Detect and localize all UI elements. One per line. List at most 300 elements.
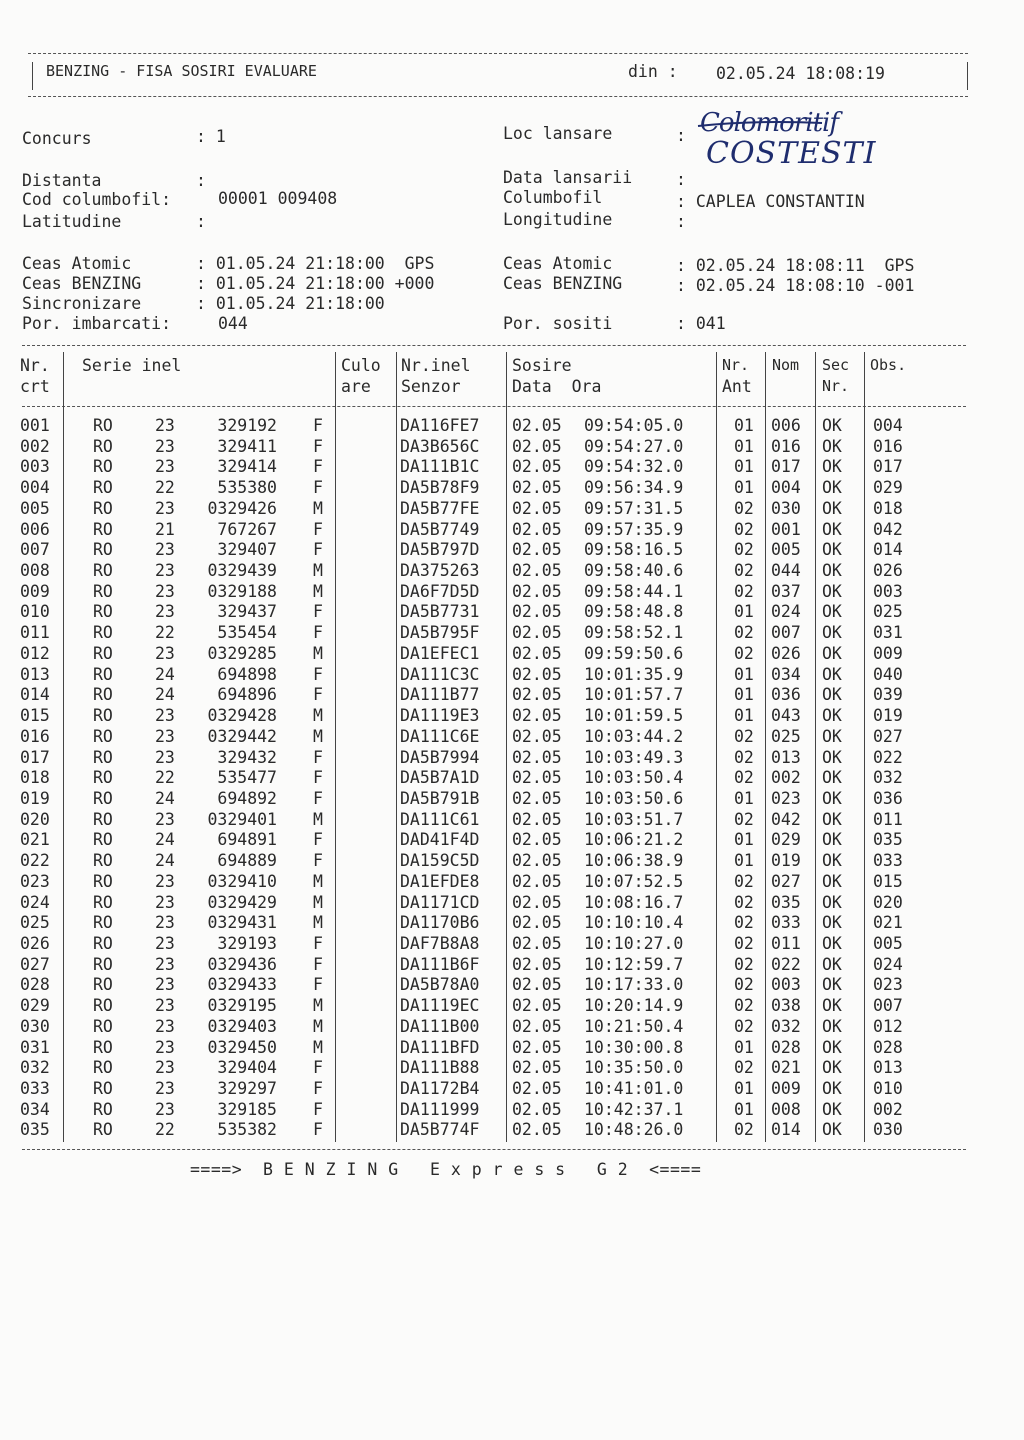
row-year-cell: 23 bbox=[155, 1016, 175, 1036]
row-sec-cell: OK bbox=[822, 1037, 842, 1057]
row-time-cell: 10:03:49.3 bbox=[584, 747, 684, 767]
col-ant-header: Ant bbox=[722, 377, 752, 396]
row-ant-cell: 01 bbox=[734, 685, 754, 705]
row-nr-cell: 026 bbox=[20, 934, 50, 953]
data-lansarii-value: : bbox=[676, 170, 686, 189]
row-sensor-cell: DA111B00 bbox=[400, 1016, 480, 1036]
latitudine-label: Latitudine bbox=[22, 212, 122, 231]
row-nr-cell: 018 bbox=[20, 768, 50, 788]
row-nr-cell: 002 bbox=[20, 436, 50, 456]
row-sensor-cell: DA5B797D bbox=[400, 540, 480, 560]
row-time-cell: 09:54:27.0 bbox=[584, 436, 684, 456]
row-sex-cell: F bbox=[313, 1058, 323, 1078]
row-country-cell: RO bbox=[93, 809, 113, 829]
row-time-cell: 10:48:26.0 bbox=[584, 1120, 684, 1140]
ceas-atomic-end-value: : 02.05.24 18:08:11 GPS bbox=[676, 256, 915, 275]
row-date-cell: 02.05 bbox=[512, 1016, 562, 1036]
loc-lansare-value: : bbox=[676, 126, 686, 145]
table-row bbox=[0, 478, 1024, 499]
row-ant-cell: 01 bbox=[734, 1079, 754, 1099]
row-country-cell: RO bbox=[93, 913, 113, 933]
table-row bbox=[0, 1079, 1024, 1100]
row-obs-cell: 025 bbox=[873, 602, 903, 622]
row-ring-cell: 694898 bbox=[217, 664, 277, 684]
row-ring-cell: 329185 bbox=[217, 1099, 277, 1119]
row-nr-cell: 035 bbox=[20, 1120, 50, 1140]
row-year-cell: 22 bbox=[155, 478, 175, 498]
row-time-cell: 10:03:50.4 bbox=[584, 768, 684, 788]
row-year-cell: 23 bbox=[155, 1037, 175, 1057]
row-sex-cell: M bbox=[313, 892, 323, 912]
row-obs-cell: 020 bbox=[873, 892, 903, 912]
row-sex-cell: M bbox=[313, 913, 323, 933]
row-date-cell: 02.05 bbox=[512, 975, 562, 995]
row-sec-cell: OK bbox=[822, 519, 842, 539]
row-sensor-cell: DA116FE7 bbox=[400, 416, 480, 435]
row-nr-cell: 015 bbox=[20, 706, 50, 726]
row-ring-cell: 329411 bbox=[217, 436, 277, 456]
row-sex-cell: F bbox=[313, 436, 323, 456]
row-date-cell: 02.05 bbox=[512, 1079, 562, 1099]
handwritten-location bbox=[700, 108, 890, 178]
row-nr-cell: 010 bbox=[20, 602, 50, 622]
row-sec-cell: OK bbox=[822, 457, 842, 477]
row-nom-cell: 002 bbox=[771, 768, 801, 788]
row-obs-cell: 028 bbox=[873, 1037, 903, 1057]
row-date-cell: 02.05 bbox=[512, 954, 562, 974]
row-nom-cell: 036 bbox=[771, 685, 801, 705]
row-nom-cell: 016 bbox=[771, 436, 801, 456]
row-date-cell: 02.05 bbox=[512, 498, 562, 518]
row-obs-cell: 030 bbox=[873, 1120, 903, 1140]
sincronizare-label: Sincronizare bbox=[22, 294, 142, 313]
row-nr-cell: 003 bbox=[20, 457, 50, 477]
row-sex-cell: M bbox=[313, 726, 323, 746]
row-country-cell: RO bbox=[93, 478, 113, 498]
row-country-cell: RO bbox=[93, 954, 113, 974]
row-date-cell: 02.05 bbox=[512, 726, 562, 746]
header-bottom-border bbox=[28, 96, 968, 97]
row-year-cell: 23 bbox=[155, 975, 175, 995]
row-country-cell: RO bbox=[93, 1099, 113, 1119]
header-right-border bbox=[967, 62, 968, 90]
row-nom-cell: 023 bbox=[771, 788, 801, 808]
row-obs-cell: 027 bbox=[873, 726, 903, 746]
row-year-cell: 23 bbox=[155, 436, 175, 456]
row-nom-cell: 028 bbox=[771, 1037, 801, 1057]
data-lansarii-label: Data lansarii bbox=[503, 168, 633, 187]
row-nom-cell: 042 bbox=[771, 809, 801, 829]
row-obs-cell: 026 bbox=[873, 561, 903, 581]
row-ant-cell: 01 bbox=[734, 478, 754, 498]
row-sec-cell: OK bbox=[822, 706, 842, 726]
ceas-benzing-start-label: Ceas BENZING bbox=[22, 274, 142, 293]
row-obs-cell: 032 bbox=[873, 768, 903, 788]
table-row bbox=[0, 685, 1024, 706]
row-sex-cell: F bbox=[313, 1120, 323, 1140]
row-date-cell: 02.05 bbox=[512, 540, 562, 560]
row-ant-cell: 01 bbox=[734, 457, 754, 477]
row-year-cell: 23 bbox=[155, 706, 175, 726]
row-time-cell: 10:17:33.0 bbox=[584, 975, 684, 995]
table-bottom-border bbox=[22, 1149, 966, 1150]
longitudine-label: Longitudine bbox=[503, 210, 613, 229]
row-country-cell: RO bbox=[93, 685, 113, 705]
row-date-cell: 02.05 bbox=[512, 416, 562, 435]
row-year-cell: 23 bbox=[155, 934, 175, 953]
col-senzor-header: Senzor bbox=[401, 377, 461, 396]
row-date-cell: 02.05 bbox=[512, 871, 562, 891]
row-nr-cell: 021 bbox=[20, 830, 50, 850]
row-nom-cell: 011 bbox=[771, 934, 801, 953]
row-nr-cell: 017 bbox=[20, 747, 50, 767]
row-nom-cell: 024 bbox=[771, 602, 801, 622]
concurs-value: : 1 bbox=[196, 127, 226, 146]
row-sec-cell: OK bbox=[822, 581, 842, 601]
row-date-cell: 02.05 bbox=[512, 581, 562, 601]
row-sec-cell: OK bbox=[822, 996, 842, 1016]
row-sex-cell: M bbox=[313, 996, 323, 1016]
row-nr-cell: 030 bbox=[20, 1016, 50, 1036]
row-sensor-cell: DA111BFD bbox=[400, 1037, 480, 1057]
cod-columbofil-label: Cod columbofil: bbox=[22, 190, 172, 209]
printer-footer: ====> B E N Z I N G E x p r e s s G 2 <==== bbox=[190, 1160, 702, 1179]
row-obs-cell: 003 bbox=[873, 581, 903, 601]
row-ring-cell: 694892 bbox=[217, 788, 277, 808]
row-obs-cell: 023 bbox=[873, 975, 903, 995]
row-ant-cell: 02 bbox=[734, 892, 754, 912]
row-date-cell: 02.05 bbox=[512, 602, 562, 622]
sincronizare-value: : 01.05.24 21:18:00 bbox=[196, 294, 385, 313]
row-date-cell: 02.05 bbox=[512, 623, 562, 643]
row-country-cell: RO bbox=[93, 871, 113, 891]
row-obs-cell: 002 bbox=[873, 1099, 903, 1119]
row-year-cell: 23 bbox=[155, 416, 175, 435]
row-time-cell: 10:21:50.4 bbox=[584, 1016, 684, 1036]
cod-columbofil-value: 00001 009408 bbox=[218, 189, 338, 208]
row-year-cell: 24 bbox=[155, 830, 175, 850]
row-country-cell: RO bbox=[93, 623, 113, 643]
row-time-cell: 10:30:00.8 bbox=[584, 1037, 684, 1057]
row-sensor-cell: DA5B78F9 bbox=[400, 478, 480, 498]
row-nr-cell: 024 bbox=[20, 892, 50, 912]
row-year-cell: 23 bbox=[155, 871, 175, 891]
row-country-cell: RO bbox=[93, 519, 113, 539]
row-ring-cell: 329437 bbox=[217, 602, 277, 622]
col-culo-header: Culo bbox=[341, 356, 381, 375]
row-time-cell: 10:03:51.7 bbox=[584, 809, 684, 829]
table-row bbox=[0, 872, 1024, 893]
row-sensor-cell: DAD41F4D bbox=[400, 830, 480, 850]
row-time-cell: 09:56:34.9 bbox=[584, 478, 684, 498]
row-obs-cell: 036 bbox=[873, 788, 903, 808]
table-row bbox=[0, 893, 1024, 914]
row-date-cell: 02.05 bbox=[512, 996, 562, 1016]
row-ring-cell: 767267 bbox=[217, 519, 277, 539]
row-year-cell: 23 bbox=[155, 747, 175, 767]
table-header-border bbox=[22, 406, 966, 407]
row-obs-cell: 019 bbox=[873, 706, 903, 726]
row-time-cell: 10:06:38.9 bbox=[584, 851, 684, 871]
row-obs-cell: 017 bbox=[873, 457, 903, 477]
row-sec-cell: OK bbox=[822, 664, 842, 684]
row-time-cell: 10:10:27.0 bbox=[584, 934, 684, 953]
row-nr-cell: 027 bbox=[20, 954, 50, 974]
col-sosire-header: Sosire bbox=[512, 356, 572, 375]
row-country-cell: RO bbox=[93, 457, 113, 477]
row-year-cell: 23 bbox=[155, 498, 175, 518]
ceas-atomic-start-label: Ceas Atomic bbox=[22, 254, 132, 273]
col-obs-header: Obs. bbox=[870, 356, 907, 374]
row-nr-cell: 025 bbox=[20, 913, 50, 933]
row-ring-cell: 0329431 bbox=[207, 913, 277, 933]
row-sensor-cell: DA1EFDE8 bbox=[400, 871, 480, 891]
row-nom-cell: 034 bbox=[771, 664, 801, 684]
row-sensor-cell: DA1119EC bbox=[400, 996, 480, 1016]
row-nr-cell: 006 bbox=[20, 519, 50, 539]
row-ring-cell: 329432 bbox=[217, 747, 277, 767]
row-nom-cell: 017 bbox=[771, 457, 801, 477]
row-obs-cell: 031 bbox=[873, 623, 903, 643]
row-ant-cell: 02 bbox=[734, 768, 754, 788]
row-sec-cell: OK bbox=[822, 768, 842, 788]
row-nr-cell: 012 bbox=[20, 643, 50, 663]
row-date-cell: 02.05 bbox=[512, 478, 562, 498]
table-row bbox=[0, 934, 1024, 955]
report-date-value: 02.05.24 18:08:19 bbox=[716, 64, 885, 83]
row-nr-cell: 033 bbox=[20, 1079, 50, 1099]
row-country-cell: RO bbox=[93, 602, 113, 622]
table-row bbox=[0, 748, 1024, 769]
row-sec-cell: OK bbox=[822, 623, 842, 643]
handwritten-location-struck: Colomoritif bbox=[700, 108, 838, 138]
row-time-cell: 09:57:35.9 bbox=[584, 519, 684, 539]
row-ring-cell: 0329403 bbox=[207, 1016, 277, 1036]
table-row bbox=[0, 706, 1024, 727]
row-ring-cell: 694896 bbox=[217, 685, 277, 705]
row-ant-cell: 02 bbox=[734, 871, 754, 891]
row-time-cell: 09:58:40.6 bbox=[584, 561, 684, 581]
row-time-cell: 09:58:16.5 bbox=[584, 540, 684, 560]
row-ring-cell: 0329428 bbox=[207, 706, 277, 726]
row-ring-cell: 329404 bbox=[217, 1058, 277, 1078]
row-year-cell: 24 bbox=[155, 851, 175, 871]
row-obs-cell: 010 bbox=[873, 1079, 903, 1099]
row-obs-cell: 029 bbox=[873, 478, 903, 498]
row-ant-cell: 02 bbox=[734, 809, 754, 829]
row-ant-cell: 01 bbox=[734, 851, 754, 871]
row-sensor-cell: DA111B1C bbox=[400, 457, 480, 477]
row-sensor-cell: DA111B88 bbox=[400, 1058, 480, 1078]
row-country-cell: RO bbox=[93, 1120, 113, 1140]
row-country-cell: RO bbox=[93, 851, 113, 871]
row-country-cell: RO bbox=[93, 768, 113, 788]
table-row bbox=[0, 644, 1024, 665]
row-nom-cell: 025 bbox=[771, 726, 801, 746]
col-data-ora-header: Data Ora bbox=[512, 377, 602, 396]
latitudine-value: : bbox=[196, 212, 206, 231]
row-ant-cell: 01 bbox=[734, 706, 754, 726]
row-nom-cell: 038 bbox=[771, 996, 801, 1016]
row-date-cell: 02.05 bbox=[512, 519, 562, 539]
row-time-cell: 10:35:50.0 bbox=[584, 1058, 684, 1078]
por-imbarcati-value: 044 bbox=[218, 314, 248, 333]
ceas-atomic-start-value: : 01.05.24 21:18:00 GPS bbox=[196, 254, 435, 273]
row-year-cell: 23 bbox=[155, 996, 175, 1016]
row-date-cell: 02.05 bbox=[512, 830, 562, 850]
row-year-cell: 24 bbox=[155, 788, 175, 808]
row-ring-cell: 0329195 bbox=[207, 996, 277, 1016]
row-nom-cell: 032 bbox=[771, 1016, 801, 1036]
col-sec-nr-header: Nr. bbox=[822, 377, 850, 395]
row-ant-cell: 02 bbox=[734, 1120, 754, 1140]
row-ant-cell: 01 bbox=[734, 416, 754, 435]
row-sensor-cell: DA5B791B bbox=[400, 788, 480, 808]
row-year-cell: 23 bbox=[155, 602, 175, 622]
row-sex-cell: F bbox=[313, 623, 323, 643]
table-row bbox=[0, 602, 1024, 623]
row-time-cell: 09:54:32.0 bbox=[584, 457, 684, 477]
row-year-cell: 23 bbox=[155, 1079, 175, 1099]
col-nrinel-header: Nr.inel bbox=[401, 356, 471, 375]
row-ant-cell: 02 bbox=[734, 581, 754, 601]
row-nr-cell: 031 bbox=[20, 1037, 50, 1057]
row-country-cell: RO bbox=[93, 1037, 113, 1057]
row-sex-cell: F bbox=[313, 768, 323, 788]
row-time-cell: 10:07:52.5 bbox=[584, 871, 684, 891]
row-sex-cell: M bbox=[313, 809, 323, 829]
row-date-cell: 02.05 bbox=[512, 851, 562, 871]
row-sec-cell: OK bbox=[822, 934, 842, 953]
row-country-cell: RO bbox=[93, 540, 113, 560]
row-country-cell: RO bbox=[93, 1016, 113, 1036]
table-row bbox=[0, 913, 1024, 934]
row-sex-cell: F bbox=[313, 934, 323, 953]
row-ant-cell: 02 bbox=[734, 954, 754, 974]
row-obs-cell: 011 bbox=[873, 809, 903, 829]
row-ant-cell: 01 bbox=[734, 602, 754, 622]
row-sec-cell: OK bbox=[822, 1120, 842, 1140]
row-obs-cell: 013 bbox=[873, 1058, 903, 1078]
row-sex-cell: M bbox=[313, 561, 323, 581]
table-row bbox=[0, 727, 1024, 748]
row-ring-cell: 0329436 bbox=[207, 954, 277, 974]
row-time-cell: 10:03:50.6 bbox=[584, 788, 684, 808]
row-date-cell: 02.05 bbox=[512, 934, 562, 953]
row-sex-cell: M bbox=[313, 643, 323, 663]
row-date-cell: 02.05 bbox=[512, 913, 562, 933]
row-obs-cell: 021 bbox=[873, 913, 903, 933]
col-sec-header: Sec bbox=[822, 356, 850, 374]
row-sensor-cell: DA111C3C bbox=[400, 664, 480, 684]
row-sensor-cell: DA5B7749 bbox=[400, 519, 480, 539]
row-sensor-cell: DA1EFEC1 bbox=[400, 643, 480, 663]
row-sensor-cell: DA5B7731 bbox=[400, 602, 480, 622]
row-country-cell: RO bbox=[93, 726, 113, 746]
row-ring-cell: 0329429 bbox=[207, 892, 277, 912]
row-year-cell: 23 bbox=[155, 581, 175, 601]
row-sensor-cell: DAF7B8A8 bbox=[400, 934, 480, 953]
row-country-cell: RO bbox=[93, 934, 113, 953]
row-date-cell: 02.05 bbox=[512, 664, 562, 684]
row-sec-cell: OK bbox=[822, 954, 842, 974]
row-nr-cell: 022 bbox=[20, 851, 50, 871]
row-sensor-cell: DA5B77FE bbox=[400, 498, 480, 518]
row-nr-cell: 029 bbox=[20, 996, 50, 1016]
row-nr-cell: 013 bbox=[20, 664, 50, 684]
row-country-cell: RO bbox=[93, 706, 113, 726]
row-time-cell: 10:01:59.5 bbox=[584, 706, 684, 726]
strikethrough-line bbox=[696, 118, 826, 130]
table-row bbox=[0, 1017, 1024, 1038]
row-ring-cell: 0329433 bbox=[207, 975, 277, 995]
row-country-cell: RO bbox=[93, 1058, 113, 1078]
row-ant-cell: 02 bbox=[734, 519, 754, 539]
row-obs-cell: 024 bbox=[873, 954, 903, 974]
row-nom-cell: 004 bbox=[771, 478, 801, 498]
row-nr-cell: 016 bbox=[20, 726, 50, 746]
row-ring-cell: 329414 bbox=[217, 457, 277, 477]
row-country-cell: RO bbox=[93, 975, 113, 995]
row-date-cell: 02.05 bbox=[512, 457, 562, 477]
row-sensor-cell: DA5B795F bbox=[400, 623, 480, 643]
row-time-cell: 10:42:37.1 bbox=[584, 1099, 684, 1119]
row-obs-cell: 033 bbox=[873, 851, 903, 871]
por-imbarcati-label: Por. imbarcati: bbox=[22, 314, 172, 333]
row-nr-cell: 028 bbox=[20, 975, 50, 995]
table-row bbox=[0, 1120, 1024, 1141]
row-nr-cell: 008 bbox=[20, 561, 50, 581]
row-sensor-cell: DA5B774F bbox=[400, 1120, 480, 1140]
row-year-cell: 24 bbox=[155, 664, 175, 684]
table-row bbox=[0, 1038, 1024, 1059]
row-sec-cell: OK bbox=[822, 871, 842, 891]
row-ring-cell: 329297 bbox=[217, 1079, 277, 1099]
longitudine-value: : bbox=[676, 212, 686, 231]
row-sex-cell: F bbox=[313, 975, 323, 995]
row-sex-cell: M bbox=[313, 1037, 323, 1057]
row-sec-cell: OK bbox=[822, 1079, 842, 1099]
row-time-cell: 09:58:44.1 bbox=[584, 581, 684, 601]
row-nom-cell: 029 bbox=[771, 830, 801, 850]
row-ring-cell: 694891 bbox=[217, 830, 277, 850]
row-ant-cell: 01 bbox=[734, 436, 754, 456]
row-date-cell: 02.05 bbox=[512, 892, 562, 912]
row-ring-cell: 329192 bbox=[217, 416, 277, 435]
row-sec-cell: OK bbox=[822, 1016, 842, 1036]
row-obs-cell: 007 bbox=[873, 996, 903, 1016]
row-sec-cell: OK bbox=[822, 540, 842, 560]
row-time-cell: 10:10:10.4 bbox=[584, 913, 684, 933]
row-ant-cell: 02 bbox=[734, 726, 754, 746]
table-row bbox=[0, 789, 1024, 810]
row-ring-cell: 0329410 bbox=[207, 871, 277, 891]
row-ring-cell: 0329426 bbox=[207, 498, 277, 518]
row-year-cell: 23 bbox=[155, 809, 175, 829]
row-nr-cell: 023 bbox=[20, 871, 50, 891]
row-time-cell: 10:01:35.9 bbox=[584, 664, 684, 684]
row-nom-cell: 005 bbox=[771, 540, 801, 560]
row-sec-cell: OK bbox=[822, 1099, 842, 1119]
table-row bbox=[0, 520, 1024, 541]
row-country-cell: RO bbox=[93, 1079, 113, 1099]
row-nom-cell: 009 bbox=[771, 1079, 801, 1099]
row-year-cell: 22 bbox=[155, 768, 175, 788]
row-sensor-cell: DA1170B6 bbox=[400, 913, 480, 933]
row-sec-cell: OK bbox=[822, 747, 842, 767]
row-date-cell: 02.05 bbox=[512, 1037, 562, 1057]
row-sec-cell: OK bbox=[822, 436, 842, 456]
